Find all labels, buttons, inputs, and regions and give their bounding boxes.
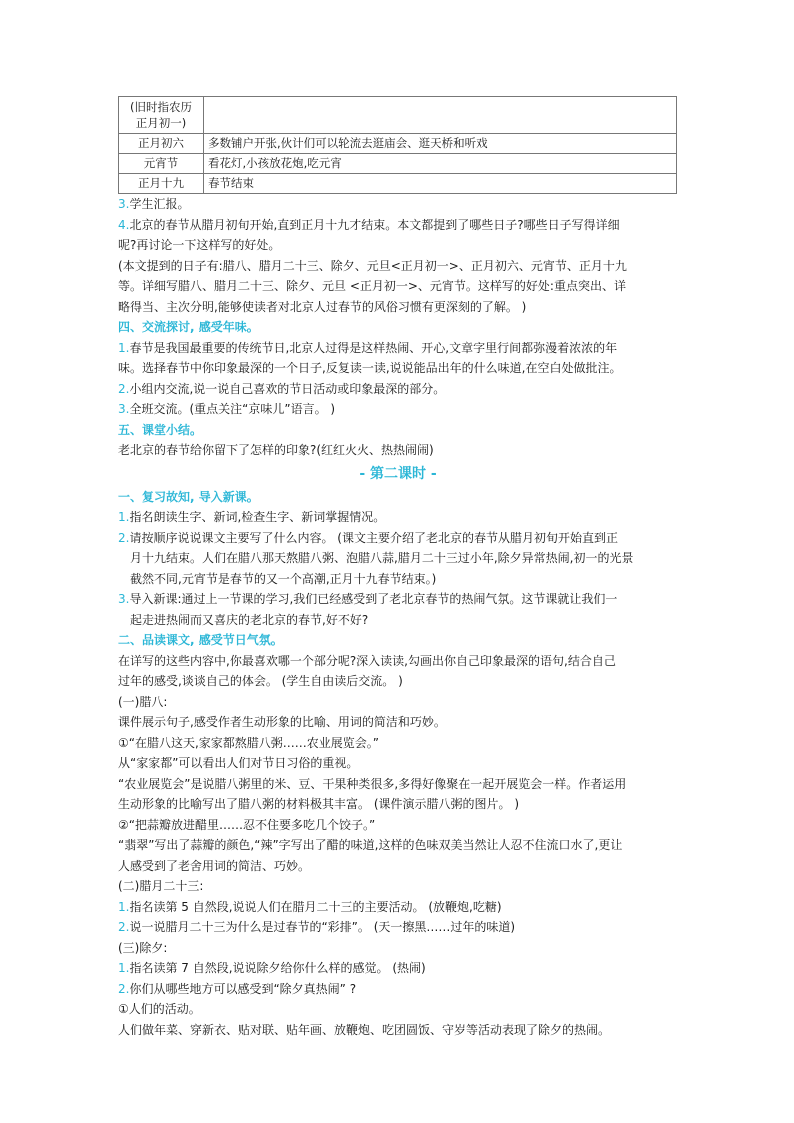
quote-line: ②“把蒜瓣放进醋里……忍不住要多吃几个饺子。” bbox=[118, 817, 376, 832]
table-cell-line: (旧时指农历 bbox=[130, 100, 192, 114]
table-row bbox=[119, 174, 677, 194]
section-heading: 五、课堂小结。 bbox=[118, 422, 203, 437]
item-text: 小组内交流,说一说自己喜欢的节日活动或印象最深的部分。 bbox=[129, 381, 446, 396]
body-line: 从“家家都”可以看出人们对节日习俗的重视。 bbox=[118, 756, 359, 770]
body-line: “农业展览会”是说腊八粥里的米、豆、干果种类很多,多得好像聚在一起开展览会一样。作者运用 bbox=[118, 776, 627, 791]
festival-table bbox=[118, 96, 677, 194]
review-3-cont: 起走进热闹而又喜庆的老北京的春节,好不好? bbox=[130, 612, 369, 627]
answer-line: 略得当、主次分明,能够使读者对北京人过春节的风俗习惯有更深刻的了解。 ) bbox=[118, 299, 527, 314]
item-number: 2. bbox=[118, 920, 130, 934]
step-number: 3. bbox=[118, 197, 130, 211]
c-item-2 bbox=[118, 979, 678, 1000]
table-cell-line: 正月初一) bbox=[135, 116, 187, 130]
item-number: 1. bbox=[118, 340, 130, 355]
step-4-cont: 呢?再讨论一下这样写的好处。 bbox=[118, 238, 281, 252]
step-4 bbox=[118, 215, 678, 236]
table-cell-day: 正月初六 bbox=[119, 134, 204, 154]
step-3 bbox=[118, 194, 678, 215]
item-1-cont: 味。选择春节中你印象最深的一个日子,反复读一读,说说能品出年的什么味道,在空白处做批注。 bbox=[118, 361, 622, 375]
item-text: 全班交流。(重点关注“京味儿”语言。 ) bbox=[129, 402, 336, 416]
item-3 bbox=[118, 399, 678, 420]
table-cell-desc bbox=[204, 97, 677, 134]
b-item-1 bbox=[118, 897, 678, 918]
item-text: 指名朗读生字、新词,检查生字、新词掌握情况。 bbox=[129, 510, 386, 524]
item-number: 3. bbox=[118, 402, 130, 416]
subheading: (二)腊月二十三: bbox=[118, 879, 204, 893]
subheading: (三)除夕: bbox=[118, 940, 168, 955]
document-page bbox=[118, 96, 678, 1040]
review-1 bbox=[118, 507, 678, 528]
table-cell-day: 正月十九 bbox=[119, 174, 204, 194]
item-number: 1. bbox=[118, 899, 130, 914]
item-text: 导入新课:通过上一节课的学习,我们已经感受到了老北京春节的热闹气氛。这节课就让我们一 bbox=[129, 592, 618, 606]
item-number: 2. bbox=[118, 981, 130, 996]
item-1 bbox=[118, 338, 678, 359]
item-text: 你们从哪些地方可以感受到“除夕真热闹” ? bbox=[129, 981, 357, 996]
subheading: (一)腊八: bbox=[118, 694, 168, 709]
body-line: 人们做年菜、穿新衣、贴对联、贴年画、放鞭炮、吃团圆饭、守岁等活动表现了除夕的热闹。 bbox=[118, 1022, 611, 1037]
table-cell-desc: 春节结束 bbox=[204, 174, 677, 194]
table-row bbox=[119, 134, 677, 154]
body-line: “翡翠”写出了蒜瓣的颜色,“辣”字写出了醋的味道,这样的色味双美当然让人忍不住流口水了,更让 bbox=[118, 838, 623, 852]
item-number: 2. bbox=[118, 381, 130, 396]
b-item-2 bbox=[118, 917, 678, 938]
item-number: 3. bbox=[118, 592, 130, 606]
item-number: 1. bbox=[118, 510, 130, 524]
body-line: 人感受到了老舍用词的简洁、巧妙。 bbox=[118, 858, 311, 873]
table-cell-day bbox=[119, 97, 204, 134]
item-2 bbox=[118, 379, 678, 400]
item-text: 指名读第 7 自然段,说说除夕给你什么样的感觉。 (热闹) bbox=[129, 961, 426, 975]
summary-line: 老北京的春节给你留下了怎样的印象?(红红火火、热热闹闹) bbox=[118, 443, 434, 457]
answer-line: (本文提到的日子有:腊八、腊月二十三、除夕、元旦<正月初一>、正月初六、元宵节、正月十九 bbox=[118, 258, 627, 273]
body-line: ①人们的活动。 bbox=[118, 1002, 201, 1016]
review-2-cont: 截然不同,元宵节是春节的又一个高潮,正月十九春节结束。) bbox=[130, 571, 437, 586]
table-cell-desc: 多数铺户开张,伙计们可以轮流去逛庙会、逛天桥和听戏 bbox=[204, 134, 677, 154]
answer-line: 等。详细写腊八、腊月二十三、除夕、元旦 <正月初一>、元宵节。这样写的好处:重点突出、详 bbox=[118, 279, 626, 293]
item-text: 说一说腊月二十三为什么是过春节的“彩排”。 (天一擦黑……过年的味道) bbox=[129, 920, 516, 934]
review-2 bbox=[118, 528, 678, 549]
body-line: 生动形象的比喻写出了腊八粥的材料极其丰富。 (课件演示腊八粥的图片。 ) bbox=[118, 797, 519, 811]
table-cell-desc: 看花灯,小孩放花炮,吃元宵 bbox=[204, 154, 677, 174]
body-line: 课件展示句子,感受作者生动形象的比喻、用词的简洁和巧妙。 bbox=[118, 715, 446, 729]
item-number: 1. bbox=[118, 961, 130, 975]
section-heading: 二、品读课文, 感受节日气氛。 bbox=[118, 633, 283, 647]
item-text: 请按顺序说说课文主要写了什么内容。 (课文主要介绍了老北京的春节从腊月初旬开始直到正 bbox=[129, 530, 618, 545]
step-number: 4. bbox=[118, 217, 130, 232]
section-heading: 四、交流探讨, 感受年味。 bbox=[118, 320, 259, 334]
table-row bbox=[119, 97, 677, 134]
review-2-cont: 月十九结束。人们在腊八那天熬腊八粥、泡腊八蒜,腊月二十三过小年,除夕异常热闹,初一的光景 bbox=[130, 551, 634, 565]
quote-line: ①“在腊八这天,家家都熬腊八粥……农业展览会。” bbox=[118, 735, 380, 750]
step-text: 学生汇报。 bbox=[129, 197, 190, 211]
body-line: 在详写的这些内容中,你最喜欢哪一个部分呢?深入读读,勾画出你自己印象最深的语句,结合自己 bbox=[118, 653, 616, 668]
item-number: 2. bbox=[118, 530, 130, 545]
table-row bbox=[119, 154, 677, 174]
body-line: 过年的感受,谈谈自己的体会。 (学生自由读后交流。 ) bbox=[118, 674, 403, 688]
review-3 bbox=[118, 589, 678, 610]
section-heading: 一、复习故知, 导入新课。 bbox=[118, 489, 259, 504]
table-cell-day: 元宵节 bbox=[119, 154, 204, 174]
item-text: 春节是我国最重要的传统节日,北京人过得是这样热闹、开心,文章字里行间都弥漫着浓浓的年 bbox=[129, 340, 618, 355]
c-item-1 bbox=[118, 958, 678, 979]
item-text: 指名读第 5 自然段,说说人们在腊月二十三的主要活动。 (放鞭炮,吃糖) bbox=[129, 899, 502, 914]
step-text: 北京的春节从腊月初旬开始,直到正月十九才结束。本文都提到了哪些日子?哪些日子写得详细 bbox=[129, 217, 620, 232]
lesson-title: - 第二课时 - bbox=[359, 465, 437, 482]
